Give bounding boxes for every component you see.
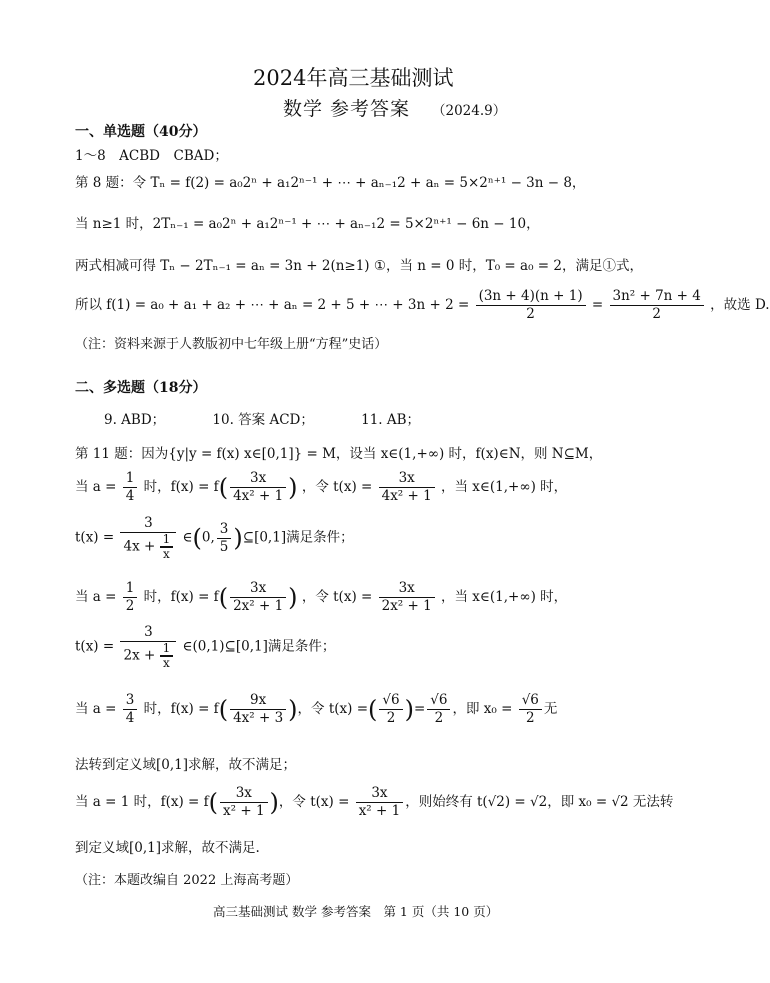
q8-line-4: 所以 f(1) = a₀ + a₁ + a₂ + ⋯ + aₙ = 2 + 5 + ⋯ + 3n + 2 = $\frac{(3n + 4)(n + 1)}{2}$ = $\frac{\text{3n² + 7n + 4}}{2}$ ，故选 D. bbox=[75, 288, 770, 322]
page-title: 2024年高三基础测试 bbox=[253, 66, 454, 90]
case-a-quarter-result: t(x) = 3 4x + $\frac{1}{x}$ ∈(0, $\frac{3}{5}$ )⊆[0,1]满足条件； bbox=[75, 515, 354, 561]
section-heading-single-choice: 一、单选题（40分） bbox=[75, 124, 207, 140]
case-a-one-line-2: 到定义域[0,1]求解，故不满足. bbox=[75, 840, 260, 856]
page-subtitle: 数学 参考答案 bbox=[283, 98, 411, 120]
case-a-one: 当 a = 1 时，f(x) = f( $\frac{3x}{\text{x² + 1}}$ )，令 t(x) = $\frac{3x}{\text{x² + 1}}$ ，则始终有 t(√2) = √2，即 x₀ = √2 无法转 bbox=[75, 785, 674, 819]
case-a-half-result: t(x) = 3 2x + $\frac{1}{x}$ ∈(0,1)⊆[0,1]满足条件； bbox=[75, 624, 336, 670]
source-note-2: （注：本题改编自 2022 上海高考题） bbox=[75, 873, 299, 888]
page-footer: 高三基础测试 数学 参考答案 第 1 页（共 10 页） bbox=[213, 904, 499, 919]
case-a-quarter: 当 a = $\frac{1}{4}$ 时，f(x) = f( $\frac{3x}{\text{4x² + 1}}$ ) ，令 t(x) = $\frac{3x}{\text{4x² + 1}}$ ，当 x∈(1,+∞) 时， bbox=[75, 470, 568, 504]
case-a-three-quarters: 当 a = $\frac{3}{4}$ 时，f(x) = f( $\frac{9x}{\text{4x² + 3}}$ )，令 t(x) =( $\frac{√6}{2}$ )= $\frac{√6}{2}$ ，即 x₀ = $\frac{√6}{2}$ 无 bbox=[75, 692, 558, 726]
exam-date: （2024.9） bbox=[432, 103, 507, 119]
case-a-half: 当 a = $\frac{1}{2}$ 时，f(x) = f( $\frac{3x}{\text{2x² + 1}}$ ) ，令 t(x) = $\frac{3x}{\text{2x² + 1}}$ ，当 x∈(1,+∞) 时， bbox=[75, 580, 568, 614]
case-a-three-quarters-line-2: 法转到定义域[0,1]求解，故不满足； bbox=[75, 757, 297, 773]
multi-choice-answers: 9. ABD； 10. 答案 ACD； 11. AB； bbox=[104, 412, 421, 428]
single-choice-answers: 1～8 ACBD CBAD； bbox=[75, 148, 228, 164]
q11-line-1: 第 11 题：因为{y|y = f(x) x∈[0,1]} = M，设当 x∈(1,+∞) 时，f(x)∈N，则 N⊆M， bbox=[75, 446, 603, 462]
q8-line-1: 第 8 题：令 Tₙ = f(2) = a₀2ⁿ + a₁2ⁿ⁻¹ + ⋯ + aₙ₋₁2 + aₙ = 5×2ⁿ⁺¹ − 3n − 8， bbox=[75, 175, 586, 191]
source-note-1: （注：资料来源于人教版初中七年级上册“方程”史话） bbox=[75, 337, 388, 352]
q8-fraction-1: $\frac{(3n + 4)(n + 1)}{2}$ bbox=[476, 288, 586, 323]
q8-fraction-2: $\frac{\text{3n² + 7n + 4}}{2}$ bbox=[610, 288, 704, 323]
q8-line-3: 两式相减可得 Tₙ − 2Tₙ₋₁ = aₙ = 3n + 2(n≥1) ①，当 n = 0 时，T₀ = a₀ = 2，满足①式， bbox=[75, 258, 643, 274]
section-heading-multi-choice: 二、多选题（18分） bbox=[75, 380, 207, 396]
q8-line-2: 当 n≥1 时，2Tₙ₋₁ = a₀2ⁿ + a₁2ⁿ⁻¹ + ⋯ + aₙ₋₁2 = 5×2ⁿ⁺¹ − 6n − 10， bbox=[75, 216, 540, 232]
